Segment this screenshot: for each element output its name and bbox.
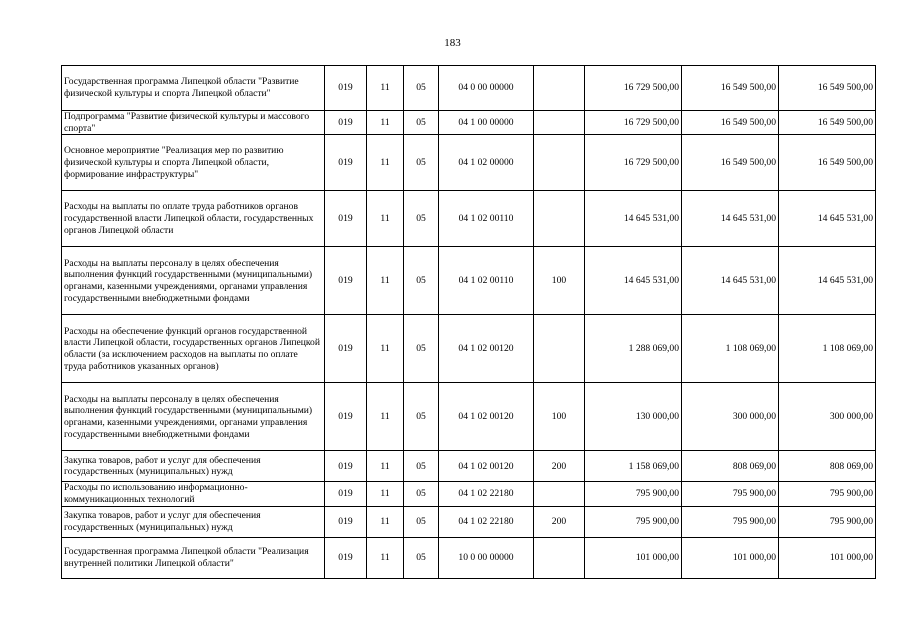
subsection-code-cell: 05 bbox=[404, 135, 439, 191]
target-item-code-cell: 04 1 02 00120 bbox=[439, 451, 534, 482]
section-code-cell: 11 bbox=[367, 315, 404, 383]
table-row bbox=[62, 191, 876, 247]
table-row bbox=[62, 111, 876, 135]
expense-type-code-cell bbox=[534, 135, 585, 191]
amount-year-2-cell: 16 549 500,00 bbox=[682, 135, 779, 191]
amount-year-3-cell: 795 900,00 bbox=[779, 506, 876, 537]
amount-year-2-cell: 16 549 500,00 bbox=[682, 111, 779, 135]
subsection-code-cell: 05 bbox=[404, 482, 439, 506]
table-row bbox=[62, 451, 876, 482]
expense-name-cell: Расходы на выплаты по оплате труда работников органов государственной власти Липецкой области, государственных органов Липецкой области bbox=[62, 191, 325, 247]
expense-type-code-cell bbox=[534, 315, 585, 383]
target-item-code-cell: 04 0 00 00000 bbox=[439, 66, 534, 111]
amount-year-1-cell: 16 729 500,00 bbox=[585, 135, 682, 191]
ministry-code-cell: 019 bbox=[325, 383, 367, 451]
expense-name-cell: Расходы на выплаты персоналу в целях обеспечения выполнения функций государственными (муниципальными) органами, казенными учреждениями, органами управления государственными внебюджетными фондами bbox=[62, 383, 325, 451]
subsection-code-cell: 05 bbox=[404, 383, 439, 451]
amount-year-2-cell: 14 645 531,00 bbox=[682, 191, 779, 247]
expense-type-code-cell: 100 bbox=[534, 247, 585, 315]
amount-year-3-cell: 101 000,00 bbox=[779, 537, 876, 578]
amount-year-1-cell: 1 158 069,00 bbox=[585, 451, 682, 482]
amount-year-2-cell: 16 549 500,00 bbox=[682, 66, 779, 111]
subsection-code-cell: 05 bbox=[404, 111, 439, 135]
amount-year-1-cell: 130 000,00 bbox=[585, 383, 682, 451]
target-item-code-cell: 04 1 02 00120 bbox=[439, 315, 534, 383]
ministry-code-cell: 019 bbox=[325, 135, 367, 191]
expense-name-cell: Расходы по использованию информационно-коммуникационных технологий bbox=[62, 482, 325, 506]
target-item-code-cell: 10 0 00 00000 bbox=[439, 537, 534, 578]
amount-year-3-cell: 1 108 069,00 bbox=[779, 315, 876, 383]
amount-year-3-cell: 795 900,00 bbox=[779, 482, 876, 506]
amount-year-1-cell: 16 729 500,00 bbox=[585, 66, 682, 111]
amount-year-1-cell: 101 000,00 bbox=[585, 537, 682, 578]
expense-name-cell: Расходы на обеспечение функций органов государственной власти Липецкой области, государственных органов Липецкой области (за исключением расходов на выплаты по оплате труда работников указанных органов) bbox=[62, 315, 325, 383]
subsection-code-cell: 05 bbox=[404, 315, 439, 383]
expense-name-cell: Закупка товаров, работ и услуг для обеспечения государственных (муниципальных) нужд bbox=[62, 451, 325, 482]
amount-year-3-cell: 16 549 500,00 bbox=[779, 66, 876, 111]
section-code-cell: 11 bbox=[367, 111, 404, 135]
amount-year-3-cell: 16 549 500,00 bbox=[779, 111, 876, 135]
section-code-cell: 11 bbox=[367, 506, 404, 537]
expense-name-cell: Основное мероприятие "Реализация мер по развитию физической культуры и спорта Липецкой области, формирование инфраструктуры" bbox=[62, 135, 325, 191]
section-code-cell: 11 bbox=[367, 451, 404, 482]
section-code-cell: 11 bbox=[367, 247, 404, 315]
amount-year-3-cell: 16 549 500,00 bbox=[779, 135, 876, 191]
amount-year-1-cell: 14 645 531,00 bbox=[585, 191, 682, 247]
expense-name-cell: Государственная программа Липецкой области "Реализация внутренней политики Липецкой области" bbox=[62, 537, 325, 578]
expense-type-code-cell: 100 bbox=[534, 383, 585, 451]
expense-name-cell: Государственная программа Липецкой области "Развитие физической культуры и спорта Липецкой области" bbox=[62, 66, 325, 111]
ministry-code-cell: 019 bbox=[325, 506, 367, 537]
subsection-code-cell: 05 bbox=[404, 451, 439, 482]
table-row bbox=[62, 482, 876, 506]
target-item-code-cell: 04 1 02 00110 bbox=[439, 191, 534, 247]
expense-type-code-cell: 200 bbox=[534, 451, 585, 482]
target-item-code-cell: 04 1 02 00120 bbox=[439, 383, 534, 451]
ministry-code-cell: 019 bbox=[325, 191, 367, 247]
ministry-code-cell: 019 bbox=[325, 482, 367, 506]
subsection-code-cell: 05 bbox=[404, 537, 439, 578]
subsection-code-cell: 05 bbox=[404, 66, 439, 111]
target-item-code-cell: 04 1 02 22180 bbox=[439, 482, 534, 506]
expense-name-cell: Подпрограмма "Развитие физической культуры и массового спорта" bbox=[62, 111, 325, 135]
amount-year-2-cell: 101 000,00 bbox=[682, 537, 779, 578]
expense-type-code-cell bbox=[534, 66, 585, 111]
section-code-cell: 11 bbox=[367, 482, 404, 506]
amount-year-2-cell: 1 108 069,00 bbox=[682, 315, 779, 383]
target-item-code-cell: 04 1 02 00110 bbox=[439, 247, 534, 315]
amount-year-1-cell: 16 729 500,00 bbox=[585, 111, 682, 135]
amount-year-1-cell: 795 900,00 bbox=[585, 506, 682, 537]
amount-year-2-cell: 808 069,00 bbox=[682, 451, 779, 482]
section-code-cell: 11 bbox=[367, 383, 404, 451]
subsection-code-cell: 05 bbox=[404, 506, 439, 537]
ministry-code-cell: 019 bbox=[325, 537, 367, 578]
target-item-code-cell: 04 1 02 22180 bbox=[439, 506, 534, 537]
amount-year-2-cell: 795 900,00 bbox=[682, 506, 779, 537]
target-item-code-cell: 04 1 00 00000 bbox=[439, 111, 534, 135]
table-row bbox=[62, 135, 876, 191]
expense-name-cell: Закупка товаров, работ и услуг для обеспечения государственных (муниципальных) нужд bbox=[62, 506, 325, 537]
ministry-code-cell: 019 bbox=[325, 315, 367, 383]
expense-type-code-cell: 200 bbox=[534, 506, 585, 537]
budget-table bbox=[61, 65, 876, 579]
ministry-code-cell: 019 bbox=[325, 111, 367, 135]
page-number: 183 bbox=[444, 37, 461, 49]
ministry-code-cell: 019 bbox=[325, 247, 367, 315]
amount-year-3-cell: 300 000,00 bbox=[779, 383, 876, 451]
ministry-code-cell: 019 bbox=[325, 451, 367, 482]
amount-year-1-cell: 1 288 069,00 bbox=[585, 315, 682, 383]
expense-type-code-cell bbox=[534, 537, 585, 578]
expense-type-code-cell bbox=[534, 191, 585, 247]
expense-name-cell: Расходы на выплаты персоналу в целях обеспечения выполнения функций государственными (муниципальными) органами, казенными учреждениями, органами управления государственными внебюджетными фондами bbox=[62, 247, 325, 315]
section-code-cell: 11 bbox=[367, 191, 404, 247]
table-row bbox=[62, 537, 876, 578]
amount-year-2-cell: 14 645 531,00 bbox=[682, 247, 779, 315]
table-row bbox=[62, 247, 876, 315]
amount-year-1-cell: 14 645 531,00 bbox=[585, 247, 682, 315]
amount-year-3-cell: 14 645 531,00 bbox=[779, 247, 876, 315]
amount-year-3-cell: 14 645 531,00 bbox=[779, 191, 876, 247]
target-item-code-cell: 04 1 02 00000 bbox=[439, 135, 534, 191]
table-row bbox=[62, 383, 876, 451]
expense-type-code-cell bbox=[534, 111, 585, 135]
amount-year-2-cell: 300 000,00 bbox=[682, 383, 779, 451]
amount-year-1-cell: 795 900,00 bbox=[585, 482, 682, 506]
table-row bbox=[62, 506, 876, 537]
expense-type-code-cell bbox=[534, 482, 585, 506]
section-code-cell: 11 bbox=[367, 135, 404, 191]
table-row bbox=[62, 66, 876, 111]
section-code-cell: 11 bbox=[367, 66, 404, 111]
subsection-code-cell: 05 bbox=[404, 247, 439, 315]
ministry-code-cell: 019 bbox=[325, 66, 367, 111]
subsection-code-cell: 05 bbox=[404, 191, 439, 247]
amount-year-2-cell: 795 900,00 bbox=[682, 482, 779, 506]
section-code-cell: 11 bbox=[367, 537, 404, 578]
amount-year-3-cell: 808 069,00 bbox=[779, 451, 876, 482]
table-row bbox=[62, 315, 876, 383]
